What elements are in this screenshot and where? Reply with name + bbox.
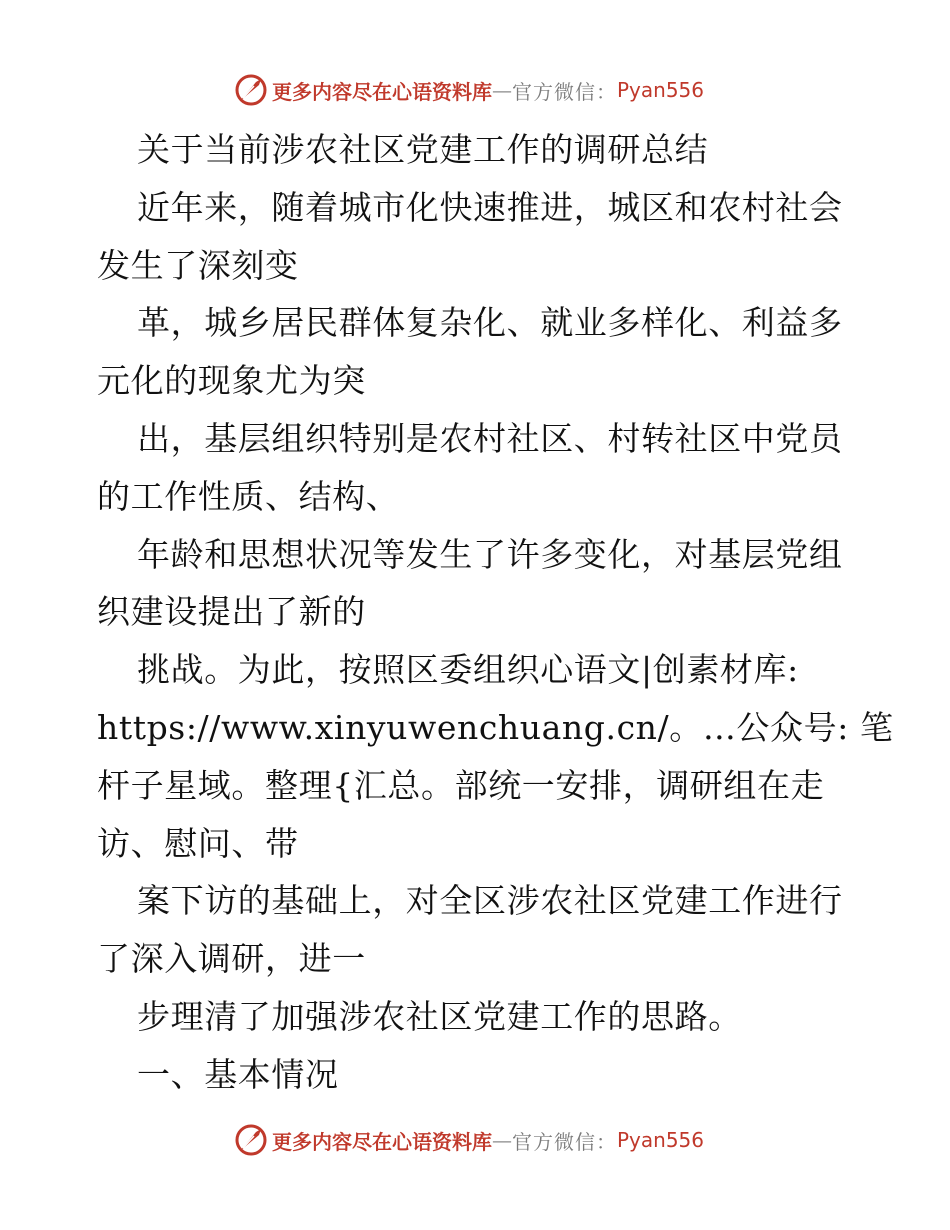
banner-wechat-label: 官方微信： (512, 1129, 617, 1154)
footer-banner (0, 1120, 950, 1160)
banner-separator: — (492, 1128, 512, 1152)
banner-wechat-label: 官方微信： (512, 79, 617, 104)
banner-title: 更多内容尽在心语资料库 (272, 79, 492, 104)
text-line: 发生了深刻变 (97, 245, 299, 285)
text-line: 近年来，随着城市化快速推进，城区和农村社会 (137, 187, 843, 227)
text-line: 革，城乡居民群体复杂化、就业多样化、利益多 (137, 303, 843, 343)
banner-separator: — (492, 78, 512, 102)
text-line: 杆子星域。整理{汇总。部统一安排，调研组在走 (97, 765, 825, 805)
banner-title: 更多内容尽在心语资料库 (272, 1129, 492, 1154)
text-line: 元化的现象尤为突 (97, 361, 366, 401)
text-line: 的工作性质、结构、 (97, 476, 400, 516)
text-line: 挑战。为此，按照区委组织心语文|创素材库: (137, 650, 799, 690)
banner-wechat-id: Pyan556 (617, 78, 705, 102)
text-line: https://www.xinyuwenchuang.cn/。…公众号: 笔 (97, 707, 894, 747)
text-line: 年龄和思想状况等发生了许多变化，对基层党组 (137, 534, 843, 574)
header-banner-content (234, 70, 704, 110)
quill-pen-logo-icon (234, 1123, 268, 1157)
banner-wechat-id: Pyan556 (617, 1128, 705, 1152)
quill-pen-logo-icon (234, 73, 268, 107)
document-body (97, 121, 894, 1104)
text-line: 访、慰问、带 (97, 823, 299, 863)
header-banner (0, 70, 950, 110)
footer-banner-content (234, 1120, 704, 1160)
text-line: 出，基层组织特别是农村社区、村转社区中党员 (137, 418, 843, 458)
text-line: 关于当前涉农社区党建工作的调研总结 (137, 130, 709, 169)
text-line: 织建设提出了新的 (97, 592, 366, 632)
text-line: 一、基本情况 (137, 1054, 339, 1094)
text-line: 步理清了加强涉农社区党建工作的思路。 (137, 996, 742, 1036)
text-line: 案下访的基础上，对全区涉农社区党建工作进行 (137, 881, 843, 921)
text-line: 了深入调研，进一 (97, 939, 366, 979)
